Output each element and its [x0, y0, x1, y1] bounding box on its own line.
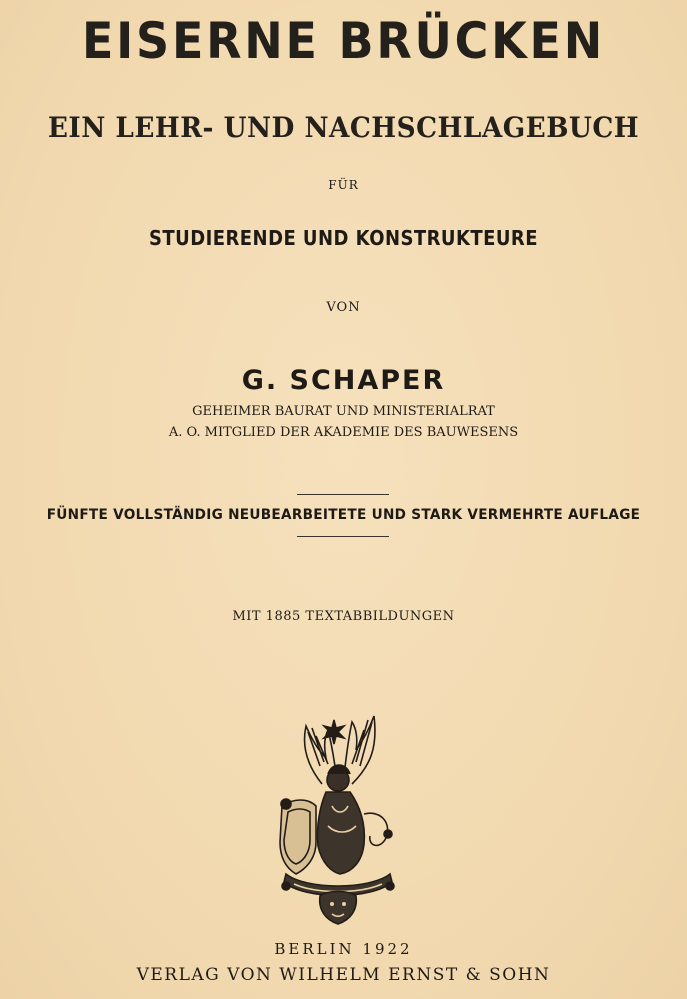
author-name: G. SCHAPER — [241, 365, 446, 396]
imprint-city-year: BERLIN 1922 — [274, 940, 413, 958]
for-label: FÜR — [328, 178, 359, 192]
divider-top — [297, 494, 389, 495]
book-subtitle: EIN LEHR- UND NACHSCHLAGEBUCH — [47, 111, 640, 144]
imprint-publisher: VERLAG VON WILHELM ERNST & SOHN — [136, 965, 551, 985]
author-role-line-1: GEHEIMER BAURAT UND MINISTERIALRAT — [192, 404, 495, 419]
by-label: VON — [326, 300, 361, 315]
divider-bottom — [297, 536, 389, 537]
book-title: EISERNE BRÜCKEN — [81, 12, 606, 70]
audience-line: STUDIERENDE UND KONSTRUKTEURE — [149, 226, 538, 250]
edition-line: FÜNFTE VOLLSTÄNDIG NEUBEARBEITETE UND STARK VERMEHRTE AUFLAGE — [46, 507, 641, 523]
winged-sphinx-emblem-icon — [276, 714, 400, 930]
illustrations-line: MIT 1885 TEXTABBILDUNGEN — [232, 609, 455, 624]
author-role-line-2: A. O. MITGLIED DER AKADEMIE DES BAUWESENS — [168, 425, 519, 440]
